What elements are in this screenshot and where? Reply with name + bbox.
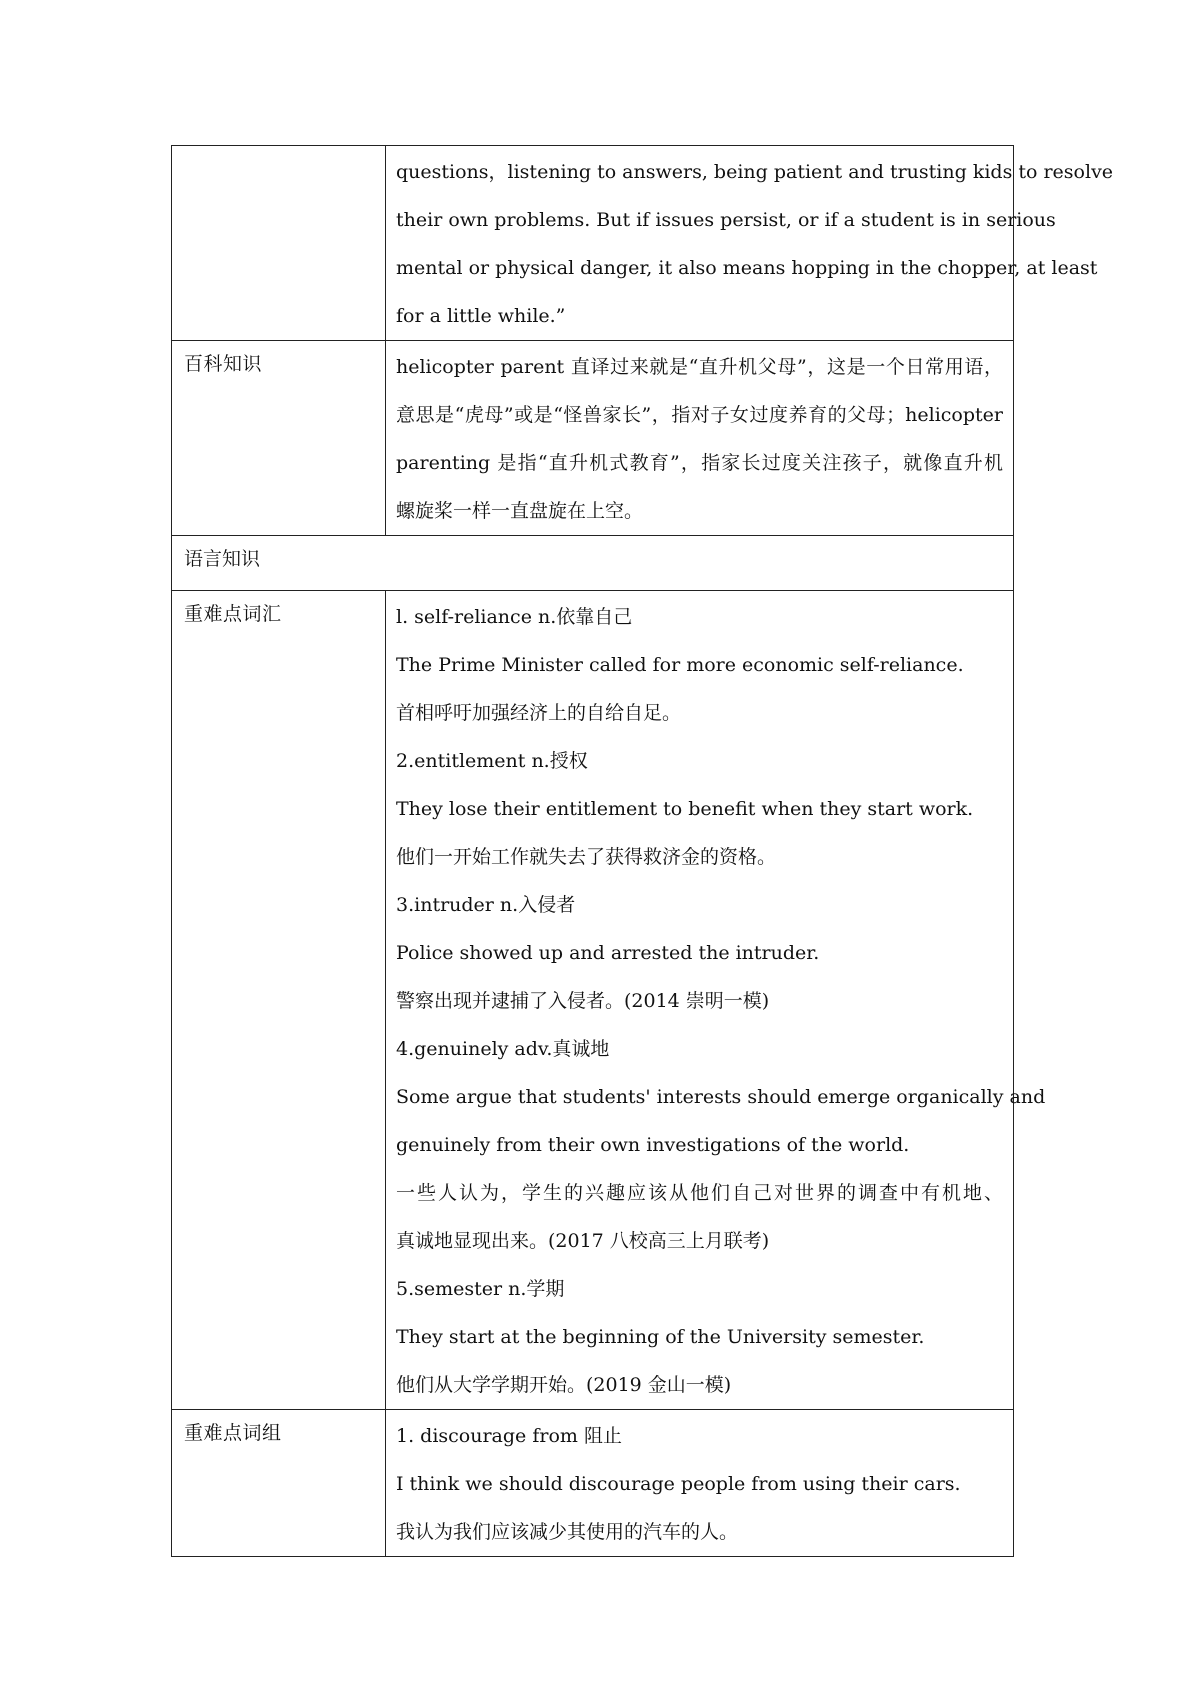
encyclopedia-line: 意思是“虎母”或是“怪兽家长”，指对子女过度养育的父母；helicopter: [396, 404, 1003, 426]
encyclopedia-line: parenting 是指“直升机式教育”，指家长过度关注孩子，就像直升机: [396, 452, 1003, 474]
phrases-label: 重难点词组: [172, 1410, 386, 1557]
table-row-encyclopedia: [172, 341, 1014, 536]
vocab-line: 他们从大学学期开始。(2019 金山一模): [396, 1374, 732, 1396]
phrase-line: I think we should discourage people from using their cars.: [396, 1473, 961, 1495]
vocab-line: 2.entitlement n.授权: [396, 750, 588, 772]
empty-label-cell: [172, 146, 386, 341]
vocab-line: 真诚地显现出来。(2017 八校高三上月联考): [396, 1230, 770, 1252]
table-row-phrases: [172, 1410, 1014, 1557]
vocab-line: 他们一开始工作就失去了获得救济金的资格。: [396, 846, 777, 868]
encyclopedia-line: helicopter parent 直译过来就是“直升机父母”，这是一个日常用语，: [396, 356, 1003, 378]
vocab-line: Police showed up and arrested the intruder.: [396, 942, 820, 964]
phrases-cell: [386, 1410, 1014, 1557]
passage-line: questions，listening to answers, being patient and trusting kids to resolve: [396, 161, 1114, 183]
vocab-line: The Prime Minister called for more economic self-reliance.: [396, 654, 964, 676]
passage-line: their own problems. But if issues persist, or if a student is in serious: [396, 209, 1056, 231]
vocab-line: They lose their entitlement to benefit when they start work.: [396, 798, 974, 820]
vocab-line: l. self-reliance n.依靠自己: [396, 606, 633, 628]
passage-line: mental or physical danger, it also means hopping in the chopper, at least: [396, 257, 1098, 279]
vocab-line: 4.genuinely adv.真诚地: [396, 1038, 610, 1060]
document-table: [171, 145, 1114, 1557]
encyclopedia-cell: [386, 341, 1014, 536]
phrase-line: 我认为我们应该减少其使用的汽车的人。: [396, 1521, 739, 1543]
vocab-line: 警察出现并逮捕了入侵者。(2014 崇明一模): [396, 990, 770, 1012]
vocab-cell: [386, 591, 1046, 1410]
passage-cell: [386, 146, 1114, 341]
encyclopedia-line: 螺旋桨一样一直盘旋在上空。: [396, 500, 644, 522]
vocab-line: genuinely from their own investigations of the world.: [396, 1134, 910, 1156]
vocab-line: Some argue that students' interests should emerge organically and: [396, 1086, 1046, 1108]
encyclopedia-label: 百科知识: [172, 341, 386, 536]
table-row-passage: [172, 146, 1014, 341]
table-row-language: [172, 536, 1014, 591]
vocab-line: They start at the beginning of the University semester.: [396, 1326, 925, 1348]
vocab-line: 5.semester n.学期: [396, 1278, 565, 1300]
phrase-line: 1. discourage from 阻止: [396, 1425, 622, 1447]
vocab-line: 一些人认为，学生的兴趣应该从他们自己对世界的调查中有机地、: [396, 1182, 1003, 1204]
vocab-line: 3.intruder n.入侵者: [396, 894, 576, 916]
table-row-vocab: [172, 591, 1014, 1410]
passage-line: for a little while.”: [396, 305, 566, 327]
language-knowledge-header: 语言知识: [172, 536, 1014, 591]
vocab-label: 重难点词汇: [172, 591, 386, 1410]
vocab-line: 首相呼吁加强经济上的自给自足。: [396, 702, 682, 724]
